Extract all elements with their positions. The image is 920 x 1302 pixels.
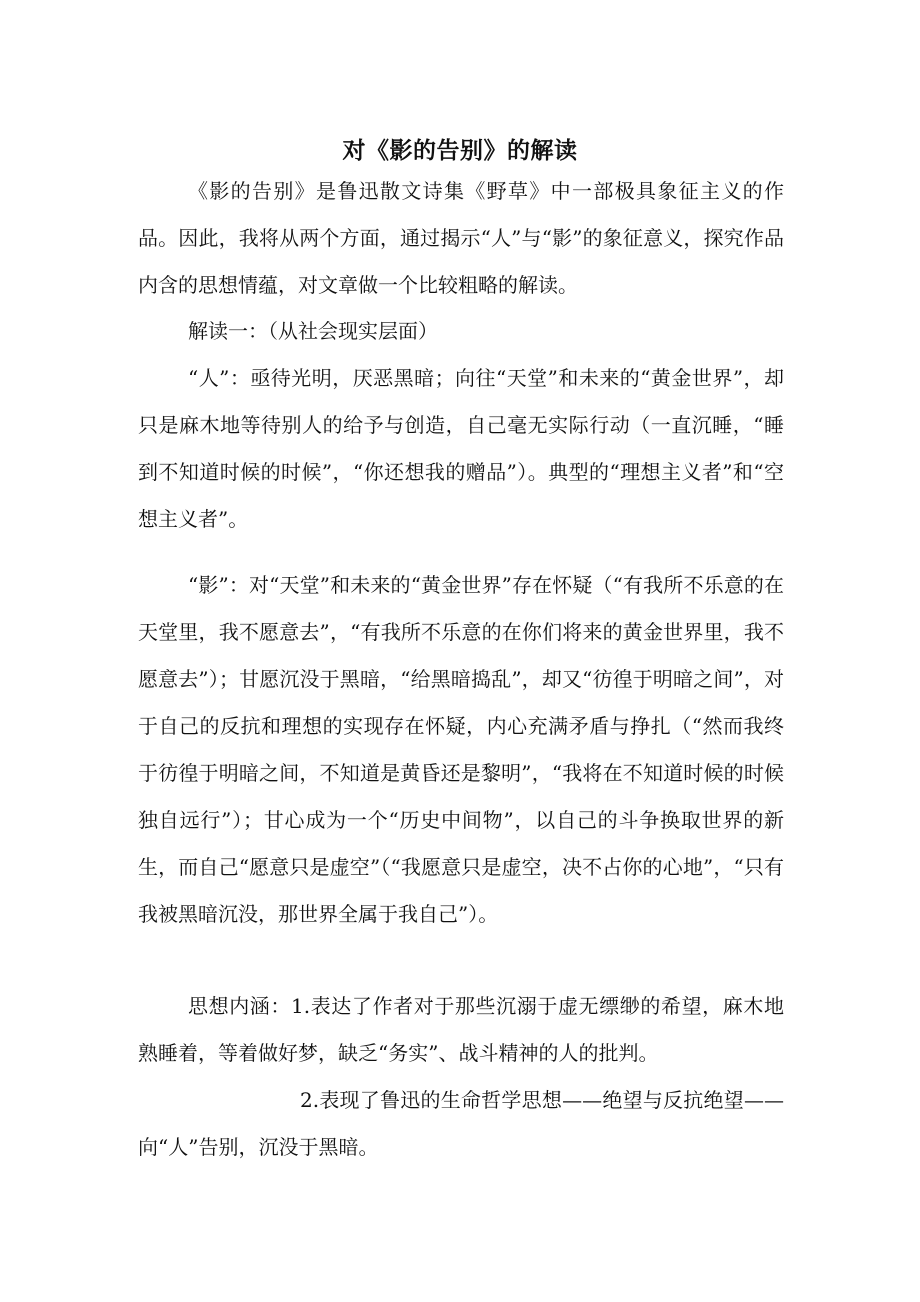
meaning-paragraph-1: 思想内涵：1.表达了作者对于那些沉溺于虚无缥缈的希望，麻木地熟睡着，等着做好梦，缺乏“务实”、战斗精神的人的批判。 bbox=[138, 994, 784, 1065]
intro-paragraph: 《影的告别》是鲁迅散文诗集《野草》中一部极具象征主义的作品。因此，我将从两个方面，通过揭示“人”与“影”的象征意义，探究作品内含的思想情蕴，对文章做一个比较粗略的解读。 bbox=[138, 179, 784, 297]
ying-paragraph: “影”：对“天堂”和未来的“黄金世界”存在怀疑（“有我所不乐意的在天堂里，我不愿意去”，“有我所不乐意的在你们将来的黄金世界里，我不愿意去”）；甘愿沉没于黑暗，“给黑暗捣乱”，却又“彷徨于明暗之间”，对于自己的反抗和理想的实现存在怀疑，内心充满矛盾与挣扎（“然而我终于彷徨于明暗之间，不知道是黄昏还是黎明”，“我将在不知道时候的时候独自远行”）；甘心成为一个“历史中间物”，以自己的斗争换取世界的新生，而自己“愿意只是虚空”（“我愿意只是虚空，决不占你的心地”，“只有我被黑暗沉没，那世界全属于我自己”）。 bbox=[138, 573, 784, 926]
section-heading: 解读一：（从社会现实层面） bbox=[188, 319, 438, 343]
meaning-paragraph-2: 2.表现了鲁迅的生命哲学思想——绝望与反抗绝望——向“人”告别，沉没于黑暗。 bbox=[138, 1088, 784, 1159]
ren-paragraph: “人”：亟待光明，厌恶黑暗；向往“天堂”和未来的“黄金世界”，却只是麻木地等待别人的给予与创造，自己毫无实际行动（一直沉睡，“睡到不知道时候的时候”，“你还想我的赠品”）。典型的“理想主义者”和“空想主义者”。 bbox=[138, 366, 784, 531]
page-title: 对《影的告别》的解读 bbox=[342, 138, 578, 165]
